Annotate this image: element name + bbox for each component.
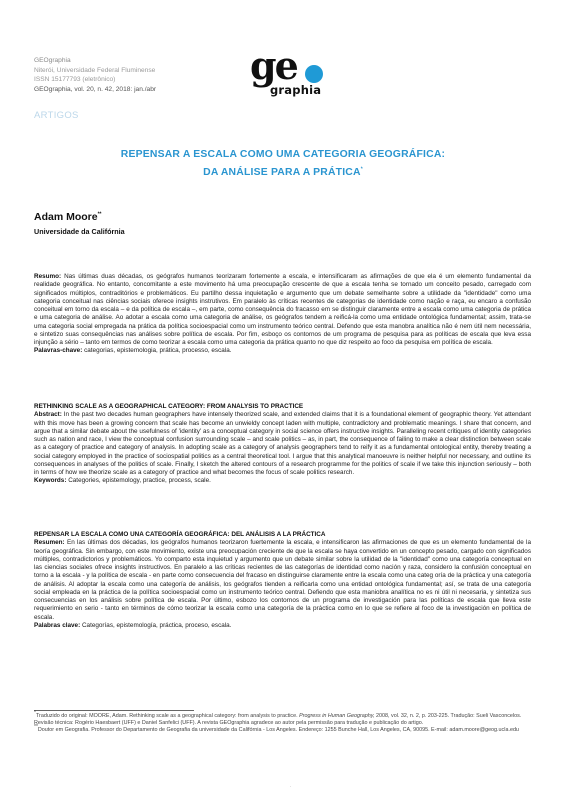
journal-info <box>34 56 156 94</box>
footnote-1 <box>34 710 531 727</box>
abstract-es-text: En las últimas dos décadas, los geógrafos humanos teorizaron fuertemente la escala, e intensificaron las afirmaciones de que es un elemento fundamental de la teoría geográfica. Sin embargo, con este movimiento, existe una preocupación creciente de que la escala se haya convertido en un concepto pesado, cargado con significados múltiples, contradictorios y problemáticos. Yo comparto esta inquietud y argumento que un debate similar sobre la utilidad de la "identidad" como una categoría conceptual en las ciencias sociales ofrece insights instructivos. En paralelo a las críticas recientes de las categorías de identidad como nación y raza, considero la confusión conceptual en torno a la escala - y la política de escala - en parte como consecuencia del fracaso en distinguirse claramente entre la escala como una categ oría de la práctica y una categoría de análisis. Al adoptar la escala como una categoría de análisis, los geógrafos tienden a reificarla como una entidad ontológica fundamental; así, se trata de una categoría social empleada en la práctica de la política socioespacial como un instrumento teórico central. Defiendo que esta maniobra analítica no es ni útil ni necesaria, y sintetiza sus consecuencias en los análisis sobre política de escala. Por último, esbozo los contornos de un programa de investigación para las políticas de escala que lleva este requerimiento en serio - tanto en términos de cómo teorizar la escala como una categoría de la práctica como en lo que se refiere al foco de la investigación en política de escala. <box>34 539 531 621</box>
logo-geo-text: ge <box>250 43 297 88</box>
keywords-pt-label: Palavras-chave: <box>34 347 83 355</box>
geographia-logo <box>250 43 330 112</box>
author-affiliation: Universidade da Califórnia <box>34 227 125 236</box>
journal-name: GEOgraphia <box>34 57 71 64</box>
abstract-pt-label: Resumo: <box>34 273 62 280</box>
abstract-en-heading: RETHINKING SCALE AS A GEOGRAPHICAL CATEGORY: FROM ANALYSIS TO PRACTICE <box>34 403 304 410</box>
author-footnote-mark: ** <box>97 211 102 218</box>
article-title-line2-text: DA ANÁLISE PARA A PRÁTICA <box>203 167 361 178</box>
abstract-es-heading: REPENSAR LA ESCALA COMO UNA CATEGORÍA GEOGRÁFICA: DEL ANÁLISIS A LA PRÁCTICA <box>34 531 326 538</box>
footnote-1-post: 2008, vol. 32, n. 2, p. 203-225. Tradução: Sueli Vasconcelos. Revisão técnica: Rogério Haesbaert (UFF) e Daniel Sanfelici (UFF). A revista GEOgraphia agradece ao autor pela permissão para tradução e publicação do artigo. <box>34 713 522 727</box>
keywords-pt: categorias, epistemologia, prática, processo, escala. <box>84 347 232 355</box>
abstract-spanish <box>34 531 531 630</box>
abstract-en-label: Abstract: <box>34 411 62 419</box>
abstract-pt-text: Nas últimas duas décadas, os geógrafos humanos teorizaram fortemente a escala, e intensificaram as afirmações de que ela é um elemento fundamental da realidade geográfica. No entanto, concomitante a este movimento há uma preocupação crescente de que a escala tenha se tornado um conceito pesado, carregado com significados múltiplos, contraditórios e problemáticos. Eu partilho dessa inquietação e argumento que um debate semelhante sobre a utilidade da "identidade" como uma categoria conceitual nas ciências sociais oferece insights instrutivos. Em paralelo às críticas recentes de categorias de identidade como nação e raça, eu encaro a confusão conceitual em torno da escala – e da política de escala –, em parte, como consequência do fracasso em se distinguir claramente entre a escala como uma categoria de prática e uma categoria de análise. Ao adotar a escala como uma categoria de análise, os geógrafos tendem a reificá-la como uma entidade ontológica fundamental; assim, trata-se uma categoria social empregada na prática da política socioespacial como um instrumento teórico central. Defendo que esta manobra analítica não é nem útil nem necessária, e sintetizo suas consequências nas análises sobre política de escala. Por fim, esboço os contornos de um programa de pesquisa para as políticas de escala que leva essa injunção a sério – tanto em termos de como teorizar a escala como uma categoria da prática quanto no que diz respeito ao foco da pesquisa em política de escala. <box>34 273 531 346</box>
footnote-2 <box>34 724 531 734</box>
author-name <box>34 211 102 223</box>
footnote-2-mark: ** <box>34 724 38 731</box>
section-label: ARTIGOS <box>34 110 79 121</box>
abstract-es-label: Resumen: <box>34 539 65 547</box>
footnote-1-journal: Progress in Human Geography, <box>299 713 375 719</box>
title-footnote-mark: * <box>360 166 363 173</box>
journal-issn: ISSN 15177793 (eletrônico) <box>34 76 116 83</box>
page-mark: . <box>290 783 292 789</box>
article-title-line1: REPENSAR A ESCALA COMO UMA CATEGORIA GEOGRÁFICA: <box>120 149 446 160</box>
abstract-portuguese <box>34 273 531 356</box>
footnote-1-mark: * <box>34 710 36 717</box>
keywords-en: Categories, epistemology, practice, process, scale. <box>68 477 211 485</box>
abstract-english <box>34 403 531 486</box>
footnote-2-text: Doutor em Geografia. Professor do Departamento de Geografia da universidade da Califórnia - Los Angeles. Endereço: 1255 Bunche Hall, Los Angeles, CA, 90095. E-mail: adam.moore@geog.ucla.edu <box>37 727 519 734</box>
footnotes <box>34 710 531 734</box>
logo-graphia-text: graphia <box>270 83 322 97</box>
footnote-divider <box>34 710 194 711</box>
keywords-es-label: Palabras clave: <box>34 621 81 629</box>
journal-institution: Niterói, Universidade Federal Fluminense <box>34 66 156 74</box>
author-name-text: Adam Moore <box>34 211 98 223</box>
article-title-line2 <box>0 167 566 178</box>
footnote-1-pre: Traduzido do original: MOORE, Adam. Rethinking scale as a geographical category: from analysis to practice. <box>35 713 298 719</box>
abstract-en-text: In the past two decades human geographers have intensely theorized scale, and extended claims that it is a foundational element of geographic theory. Yet attendant with this move has been a growing concern that scale has become an unwieldy concept laden with multiple, contradictory and problematic meanings. I share that concern, and argue that a similar debate about the usefulness of 'identity' as a conceptual category in social science offers instructive insights. Paralleling recent critiques of identity categories such as nation and race, I view the conceptual confusion surrounding scale – and scale politics – as, in part, the consequence of failing to make a clear distinction between scale as a category of practice and category of analysis. In adopting scale as a category of analysis geographers tend to reify it as a fundamental ontological entity, thereby treating a social category employed in the practice of sociospatial politics as a central theoretical tool. I argue that this analytical manoeuvre is neither helpful nor necessary, and outline its consequences in analyses of the politics of scale. Finally, I sketch the altered contours of a research programme for the politics of scale if we take this injunction seriously – both in terms of how we theorize scale as a category of practice and what becomes the focus of scale politics research. <box>34 411 531 476</box>
journal-volume: GEOgraphia, vol. 20, n. 42, 2018: jan./abr <box>34 85 157 93</box>
keywords-es: Categorías, epistemología, práctica, proceso, escala. <box>81 621 232 629</box>
keywords-en-label: Keywords: <box>34 477 67 485</box>
logo-dot-icon <box>305 65 323 83</box>
